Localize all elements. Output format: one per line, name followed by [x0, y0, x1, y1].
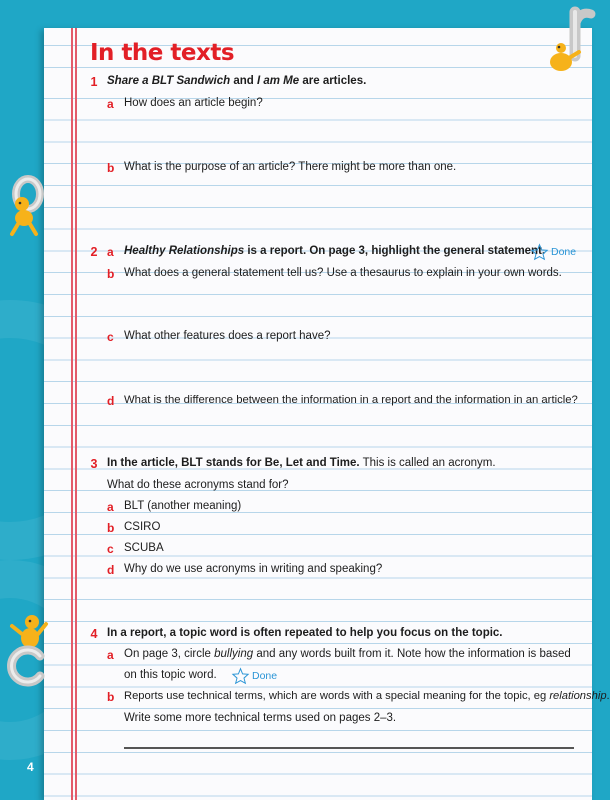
text-bold: In the article, BLT stands for Be, Let and Time. [107, 457, 360, 469]
subquestion-letter: a [107, 648, 114, 662]
subquestion-text: BLT (another meaning) [124, 500, 242, 512]
question-text [107, 457, 496, 469]
subquestion-letter: a [107, 245, 114, 259]
page-title: In the texts [90, 40, 235, 66]
subquestion-letter: c [107, 330, 114, 344]
character-c-icon [2, 610, 54, 684]
page-number: 4 [27, 760, 34, 774]
subquestion-text: SCUBA [124, 542, 164, 554]
subquestion-text: CSIRO [124, 521, 161, 533]
subquestion-text-continued: on this topic word. [124, 669, 217, 681]
subquestion-text: What does a general statement tell us? Use a thesaurus to explain in your own words. [124, 267, 562, 279]
subquestion-text [124, 690, 610, 702]
text-segment: and [230, 75, 257, 87]
text-segment: and any words built from it. Note how the information is based [253, 648, 571, 660]
subquestion-text [124, 245, 545, 257]
done-checkbox[interactable] [232, 668, 277, 684]
margin-line [71, 28, 73, 800]
subquestion-letter: d [107, 394, 115, 408]
question-number: 4 [90, 627, 98, 641]
subquestion-letter: b [107, 267, 115, 281]
text-segment: . [606, 690, 610, 702]
subquestion-text-continued: Write some more technical terms used on pages 2–3. [124, 712, 397, 724]
character-r-icon [545, 4, 595, 76]
text-segment: Reports use technical terms, which are words with a special meaning for the topic, eg [124, 690, 550, 702]
done-checkbox[interactable] [531, 244, 576, 260]
subquestion-text [124, 648, 571, 660]
done-label: Done [252, 670, 278, 682]
text-segment: This is called an acronym. [359, 457, 496, 469]
text-segment: are articles. [299, 75, 367, 87]
question-number: 3 [90, 457, 98, 471]
star-icon [531, 244, 548, 260]
subquestion-letter: a [107, 500, 114, 514]
subquestion-letter: c [107, 542, 114, 556]
subquestion-text: Why do we use acronyms in writing and speaking? [124, 563, 383, 575]
text-title-italic: I am Me [256, 75, 300, 87]
worksheet-paper [44, 28, 592, 800]
character-o-icon [4, 172, 52, 238]
subquestion-text: What other features does a report have? [124, 330, 331, 342]
subquestion-text: What is the difference between the information in a report and the information in an article? [124, 394, 578, 406]
question-number: 2 [90, 245, 98, 259]
text-title-italic: Healthy Relationships [124, 245, 245, 257]
subquestion-letter: a [107, 97, 114, 111]
text-segment: On page 3, circle [124, 648, 215, 660]
question-text: In a report, a topic word is often repeated to help you focus on the topic. [107, 627, 503, 639]
question-number: 1 [90, 75, 98, 89]
text-segment: is a report. On page 3, highlight the general statement. [244, 245, 546, 257]
subquestion-text: How does an article begin? [124, 97, 263, 109]
text-italic: bullying [214, 648, 254, 660]
subquestion-letter: b [107, 521, 115, 535]
subquestion-letter: b [107, 161, 115, 175]
answer-line [124, 747, 574, 749]
subquestion-letter: b [107, 690, 115, 704]
done-label: Done [551, 246, 577, 258]
text-italic: relationship [549, 690, 607, 702]
question-prompt: What do these acronyms stand for? [107, 479, 289, 491]
subquestion-text: What is the purpose of an article? There might be more than one. [124, 161, 457, 173]
question-text [107, 75, 366, 87]
star-icon [232, 668, 249, 684]
text-title-italic: Share a BLT Sandwich [107, 75, 231, 87]
subquestion-letter: d [107, 563, 115, 577]
margin-line [75, 28, 77, 800]
